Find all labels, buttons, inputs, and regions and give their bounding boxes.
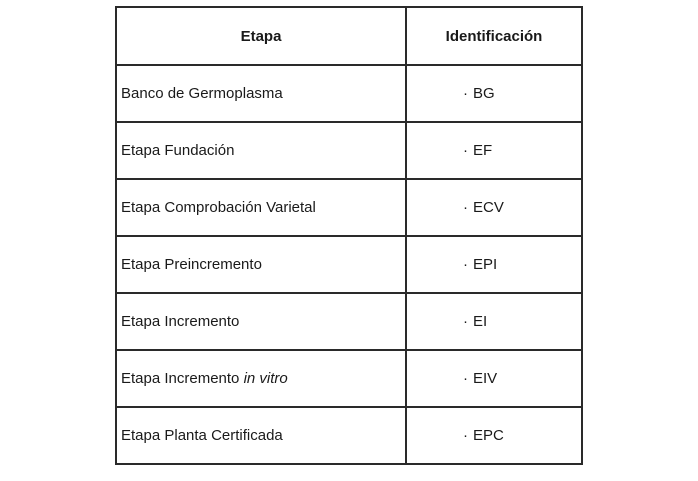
stage-text: Banco de Germoplasma bbox=[121, 85, 283, 102]
stage-table-container bbox=[115, 6, 583, 465]
stage-text: Etapa Incremento bbox=[121, 370, 244, 387]
stage-cell bbox=[116, 65, 406, 122]
identification-code: EPI bbox=[473, 256, 498, 273]
table-row bbox=[116, 350, 582, 407]
identification-code: BG bbox=[473, 85, 495, 102]
identification-code: EPC bbox=[473, 427, 504, 444]
stage-cell bbox=[116, 407, 406, 464]
table-row bbox=[116, 407, 582, 464]
table-row bbox=[116, 236, 582, 293]
stage-cell bbox=[116, 350, 406, 407]
header-stage: Etapa bbox=[116, 7, 406, 65]
bullet-dot: · bbox=[463, 313, 468, 330]
identification-code: EI bbox=[473, 313, 488, 330]
table-row bbox=[116, 293, 582, 350]
stage-table bbox=[115, 6, 583, 465]
stage-text: Etapa Preincremento bbox=[121, 256, 262, 273]
bullet-dot: · bbox=[463, 85, 468, 102]
table-row bbox=[116, 179, 582, 236]
identification-cell bbox=[406, 236, 582, 293]
bullet-dot: · bbox=[463, 427, 468, 444]
stage-cell bbox=[116, 236, 406, 293]
identification-cell bbox=[406, 407, 582, 464]
stage-text: Etapa Fundación bbox=[121, 142, 235, 159]
identification-cell bbox=[406, 293, 582, 350]
stage-text-italic: in vitro bbox=[243, 370, 288, 387]
identification-cell bbox=[406, 179, 582, 236]
identification-code: ECV bbox=[473, 199, 504, 216]
table-row bbox=[116, 65, 582, 122]
header-identification: Identificación bbox=[406, 7, 582, 65]
stage-text: Etapa Planta Certificada bbox=[121, 427, 283, 444]
identification-cell bbox=[406, 65, 582, 122]
bullet-dot: · bbox=[463, 256, 468, 273]
stage-text: Etapa Incremento bbox=[121, 313, 240, 330]
stage-cell bbox=[116, 293, 406, 350]
bullet-dot: · bbox=[463, 370, 468, 387]
bullet-dot: · bbox=[463, 199, 468, 216]
table-row bbox=[116, 122, 582, 179]
bullet-dot: · bbox=[463, 142, 468, 159]
identification-cell bbox=[406, 122, 582, 179]
table-header-row bbox=[116, 7, 582, 65]
identification-code: EF bbox=[473, 142, 493, 159]
stage-cell bbox=[116, 179, 406, 236]
stage-text: Etapa Comprobación Varietal bbox=[121, 199, 316, 216]
stage-cell bbox=[116, 122, 406, 179]
identification-cell bbox=[406, 350, 582, 407]
identification-code: EIV bbox=[473, 370, 498, 387]
